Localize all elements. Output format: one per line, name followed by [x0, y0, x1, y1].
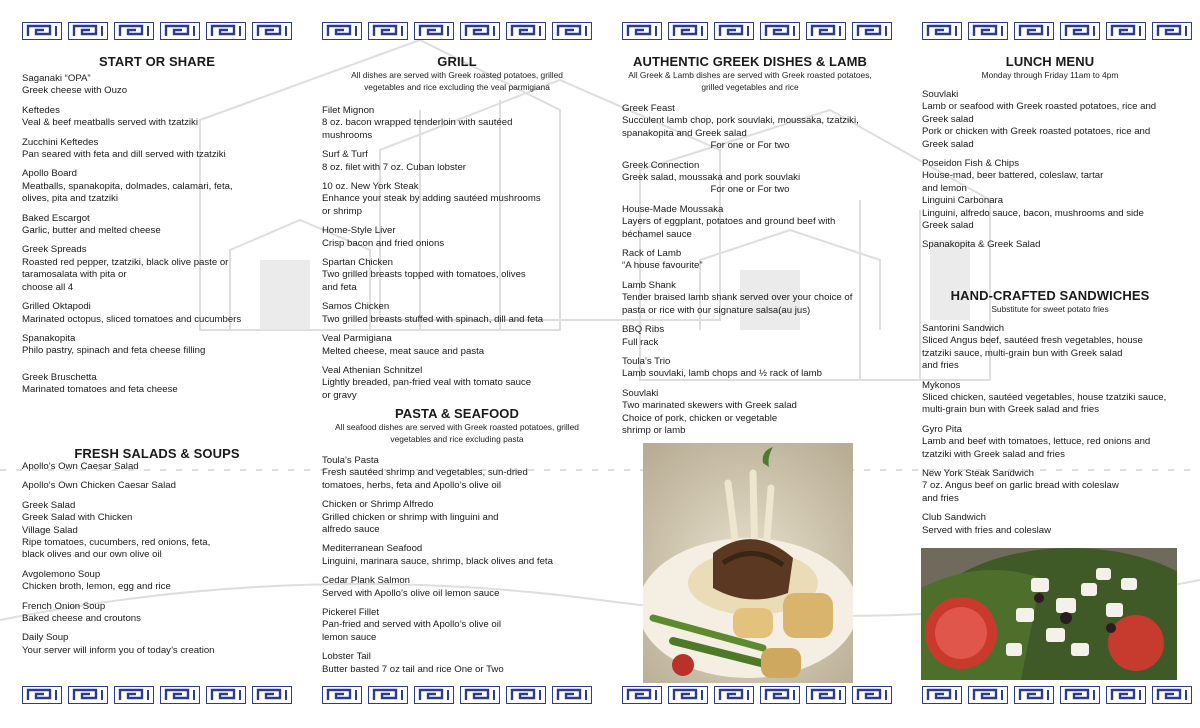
item-desc: Philo pastry, spinach and feta cheese filling: [22, 345, 206, 357]
item-desc: Roasted red pepper, tzatziki, black olive paste or: [22, 256, 229, 268]
item-desc: tzatziki sauce, multi-grain bun with Greek salad: [922, 347, 1123, 359]
item-desc: Greek salad: [922, 113, 974, 125]
item-desc: 8 oz. bacon wrapped tenderloin with sautéed: [322, 117, 513, 129]
menu-item: [622, 388, 878, 438]
item-name: Gyro Pita: [922, 423, 962, 435]
item-desc: Two marinated skewers with Greek salad: [622, 400, 797, 412]
section-sandwiches: [922, 288, 1178, 544]
menu-item: [322, 301, 592, 326]
item-desc: Tender braised lamb shank served over your choice of: [622, 292, 853, 304]
item-desc: Greek Salad with Chicken: [22, 512, 133, 524]
menu-item: [22, 461, 292, 473]
item-name: Santorini Sandwich: [922, 323, 1005, 334]
menu-item: [622, 280, 878, 317]
item-name: Club Sandwich: [922, 512, 986, 524]
item-name: Mykonos: [922, 379, 961, 391]
item-note: For one or For two: [710, 184, 790, 196]
item-desc: Lightly breaded, pan-fried veal with tomato sauce: [322, 377, 532, 389]
item-name: Chicken or Shrimp Alfredo: [322, 499, 434, 511]
item-name: Spartan Chicken: [322, 257, 393, 269]
item-note: For one or For two: [710, 140, 790, 152]
item-desc: Greek salad, moussaka and pork souvlaki: [622, 172, 801, 184]
menu-item: [322, 333, 592, 358]
section-subtitle: Substitute for sweet potato fries: [991, 304, 1109, 314]
item-desc: Succulent lamb chop, pork souvlaki, moussaka, tzatziki,: [622, 115, 859, 127]
item-name: Filet Mignon: [322, 105, 375, 116]
item-desc: Grilled chicken or shrimp with linguini and: [322, 511, 499, 523]
item-name: Avgolemono Soup: [22, 568, 101, 580]
item-desc: Linguini Carbonara: [922, 195, 1004, 207]
section-subtitle: Monday through Friday 11am to 4pm: [981, 70, 1119, 80]
item-desc: spanakopita and Greek salad: [622, 127, 747, 139]
item-name: Spanakopita: [22, 332, 76, 344]
item-name: Greek Connection: [622, 159, 700, 171]
menu-item: [322, 225, 592, 250]
menu-item: [922, 89, 1178, 151]
item-desc: and lemon: [922, 182, 967, 194]
menu-item: [322, 149, 592, 174]
item-name: Apollo Board: [22, 168, 77, 180]
item-name: Poseidon Fish & Chips: [922, 158, 1020, 170]
menu-item: [322, 543, 592, 568]
item-desc: House-mad, beer battered, coleslaw, tartar: [922, 170, 1104, 182]
item-desc: Sliced Angus beef, sautéed fresh vegetables, house: [922, 335, 1143, 347]
section-title: GRILL: [437, 54, 477, 69]
item-name: Pickerel Fillet: [322, 607, 380, 619]
menu-item: [22, 73, 292, 98]
item-name: Spanakopita & Greek Salad: [922, 239, 1041, 251]
section-subtitle: All seafood dishes are served with Greek roasted potatoes, grilled vegetables and rice excluding pasta: [335, 422, 579, 444]
item-desc: Linguini, marinara sauce, shrimp, black olives and feta: [322, 555, 553, 567]
item-name: Souvlaki: [622, 387, 659, 399]
section-subtitle: All Greek & Lamb dishes are served with Greek roasted potatoes, grilled vegetables and rice: [628, 70, 872, 92]
item-desc: Crisp bacon and fried onions: [322, 237, 445, 249]
menu-item: [922, 380, 1178, 417]
menu-item: [322, 105, 592, 142]
item-desc: Full rack: [622, 336, 659, 348]
item-name: Lobster Tail: [322, 651, 371, 663]
section-start-or-share: [22, 54, 292, 404]
item-desc: and fries: [922, 360, 959, 372]
section-grill: [322, 54, 592, 409]
item-desc: Pan seared with feta and dill served with tzatziki: [22, 149, 226, 161]
item-desc: Veal & beef meatballs served with tzatziki: [22, 117, 198, 129]
item-desc: Garlic, butter and melted cheese: [22, 225, 161, 237]
greek-key-border-bottom-2: [322, 686, 592, 704]
item-desc: Pork or chicken with Greek roasted potatoes, rice and: [922, 126, 1151, 138]
item-name: Greek Salad: [22, 499, 76, 511]
item-desc: Linguini, alfredo sauce, bacon, mushrooms and side: [922, 207, 1144, 219]
item-desc: Greek salad: [922, 220, 974, 232]
menu-item: [622, 248, 878, 273]
menu-item: [22, 372, 292, 397]
greek-key-border-top-3: [622, 22, 892, 40]
item-name: Apollo’s Own Caesar Salad: [22, 461, 139, 472]
item-desc: black olives and our own olive oil: [22, 549, 162, 561]
menu-item: [22, 244, 292, 294]
item-name: Keftedes: [22, 104, 60, 116]
item-desc: tzatziki with Greek salad and fries: [922, 448, 1065, 460]
menu-item: [22, 333, 292, 358]
menu-item: [22, 632, 292, 657]
item-desc: Served with Apollo’s olive oil lemon sauce: [322, 587, 500, 599]
item-desc: alfredo sauce: [322, 524, 380, 536]
menu-item: [322, 181, 592, 218]
item-desc: béchamel sauce: [622, 228, 692, 240]
menu-item: [22, 480, 292, 492]
item-desc: olives, pita and tzatziki: [22, 193, 118, 205]
item-desc: Enhance your steak by adding sautéed mushrooms: [322, 193, 541, 205]
menu-item: [22, 213, 292, 238]
lamb-dish-photo: [643, 443, 853, 683]
item-name: Baked Escargot: [22, 212, 90, 224]
menu-item: [922, 158, 1178, 232]
menu-item: [622, 204, 878, 241]
item-name: Veal Parmigiana: [322, 333, 392, 345]
menu-item: [322, 607, 592, 644]
greek-key-border-top-4: [922, 22, 1192, 40]
menu-item: [322, 575, 592, 600]
item-desc: Lamb souvlaki, lamb chops and ½ rack of lamb: [622, 368, 822, 380]
item-desc: and fries: [922, 492, 959, 504]
item-desc: multi-grain bun with Greek salad and fries: [922, 404, 1100, 416]
item-desc: or shrimp: [322, 205, 362, 217]
section-title: PASTA & SEAFOOD: [394, 406, 520, 421]
item-desc: Melted cheese, meat sauce and pasta: [322, 345, 485, 357]
item-desc: taramosalata with pita or: [22, 269, 127, 281]
menu-item: [322, 257, 592, 294]
menu-item: [22, 569, 292, 594]
item-desc: Ripe tomatoes, cucumbers, red onions, feta,: [22, 537, 211, 549]
section-salads-soups: [22, 446, 292, 664]
item-desc: Your server will inform you of today’s creation: [22, 644, 215, 656]
item-desc: and feta: [322, 281, 357, 293]
item-name: Toula’s Pasta: [322, 455, 379, 466]
item-name: BBQ Ribs: [622, 324, 665, 336]
greek-key-border-top-1: [22, 22, 292, 40]
menu-item: [22, 105, 292, 130]
menu-item: [622, 160, 878, 197]
item-desc: Sliced chicken, sautéed vegetables, house tzatziki sauce,: [922, 392, 1167, 404]
item-desc: Layers of eggplant, potatoes and ground beef with: [622, 216, 836, 228]
section-title: AUTHENTIC GREEK DISHES & LAMB: [632, 54, 868, 69]
menu-item: [622, 324, 878, 349]
menu-item: [322, 455, 592, 492]
menu-item: [922, 468, 1178, 505]
greek-salad-photo: [921, 548, 1177, 680]
section-greek-dishes: [622, 54, 878, 444]
item-name: Lamb Shank: [622, 279, 676, 291]
section-pasta-seafood: [322, 406, 592, 683]
item-desc: Marinated octopus, sliced tomatoes and cucumbers: [22, 313, 242, 325]
item-name: Greek Feast: [622, 103, 675, 114]
item-desc: Butter basted 7 oz tail and rice One or Two: [322, 663, 504, 675]
item-desc: Lamb and beef with tomatoes, lettuce, red onions and: [922, 436, 1151, 448]
menu-item: [22, 301, 292, 326]
menu-item: [322, 365, 592, 402]
menu-item: [22, 601, 292, 626]
item-name: Mediterranean Seafood: [322, 543, 423, 555]
item-name: Veal Athenian Schnitzel: [322, 364, 423, 376]
item-name: French Onion Soup: [22, 600, 106, 612]
item-desc: Two grilled breasts stuffed with spinach, dill and feta: [322, 313, 544, 325]
item-desc: Fresh sautéed shrimp and vegetables, sun-dried: [322, 467, 528, 479]
item-name: Zucchini Keftedes: [22, 136, 99, 148]
item-name: Daily Soup: [22, 632, 69, 644]
greek-key-border-bottom-4: [922, 686, 1192, 704]
item-name: Grilled Oktapodi: [22, 301, 91, 313]
item-desc: Baked cheese and croutons: [22, 613, 141, 625]
greek-key-border-bottom-1: [22, 686, 292, 704]
item-desc: pasta or rice with our signature salsa(au jus): [622, 304, 811, 316]
menu-item: [22, 168, 292, 205]
item-desc: 8 oz. filet with 7 oz. Cuban lobster: [322, 161, 466, 173]
item-desc: Two grilled breasts topped with tomatoes, olives: [322, 269, 526, 281]
section-title: HAND-CRAFTED SANDWICHES: [950, 288, 1150, 303]
section-title: LUNCH MENU: [1005, 54, 1095, 69]
item-name: New York Steak Sandwich: [922, 468, 1034, 480]
section-lunch-menu: [922, 54, 1178, 259]
item-name: Greek Spreads: [22, 244, 87, 256]
menu-item: [622, 356, 878, 381]
item-desc: 7 oz. Angus beef on garlic bread with coleslaw: [922, 480, 1119, 492]
item-desc: or gravy: [322, 389, 357, 401]
section-subtitle: All dishes are served with Greek roasted potatoes, grilled vegetables and rice excluding the veal parmigiana: [351, 70, 563, 92]
item-name: Toula’s Trio: [622, 355, 671, 367]
menu-item: [22, 500, 292, 562]
section-title: START OR SHARE: [99, 54, 215, 69]
item-desc: lemon sauce: [322, 631, 377, 643]
item-name: Souvlaki: [922, 89, 959, 100]
menu-item: [22, 137, 292, 162]
menu-item: [322, 651, 592, 676]
item-name: Rack of Lamb: [622, 248, 682, 260]
item-name: Samos Chicken: [322, 301, 390, 313]
item-desc: mushrooms: [322, 129, 373, 141]
item-desc: Lamb or seafood with Greek roasted potatoes, rice and: [922, 101, 1157, 113]
item-desc: Pan-fried and served with Apollo’s olive oil: [322, 619, 502, 631]
item-name: Home-Style Liver: [322, 225, 396, 237]
item-desc: Greek salad: [922, 138, 974, 150]
item-name: Surf & Turf: [322, 149, 368, 161]
item-desc: tomatoes, herbs, feta and Apollo’s olive oil: [322, 479, 502, 491]
section-title: FRESH SALADS & SOUPS: [74, 446, 240, 461]
item-name: Cedar Plank Salmon: [322, 575, 410, 587]
greek-key-border-top-2: [322, 22, 592, 40]
item-desc: Meatballs, spanakopita, dolmades, calamari, feta,: [22, 180, 233, 192]
item-desc: Choice of pork, chicken or vegetable: [622, 412, 778, 424]
item-desc: “A house favourite”: [622, 260, 703, 272]
item-name: Apollo’s Own Chicken Caesar Salad: [22, 480, 176, 492]
menu-item: [922, 239, 1178, 251]
menu-item: [922, 323, 1178, 373]
menu-item: [622, 103, 878, 153]
item-name: House-Made Moussaka: [622, 203, 724, 215]
item-desc: Served with fries and coleslaw: [922, 524, 1052, 536]
item-name: Saganaki “OPA”: [22, 73, 91, 84]
menu-item: [322, 499, 592, 536]
item-desc: shrimp or lamb: [622, 424, 686, 436]
item-desc: Marinated tomatoes and feta cheese: [22, 384, 178, 396]
item-desc: Village Salad: [22, 524, 78, 536]
item-desc: choose all 4: [22, 281, 74, 293]
menu-item: [922, 512, 1178, 537]
item-name: 10 oz. New York Steak: [322, 181, 419, 193]
greek-key-border-bottom-3: [622, 686, 892, 704]
item-desc: Greek cheese with Ouzo: [22, 85, 128, 97]
item-name: Greek Bruschetta: [22, 371, 97, 383]
menu-item: [922, 424, 1178, 461]
item-desc: Chicken broth, lemon, egg and rice: [22, 581, 171, 593]
